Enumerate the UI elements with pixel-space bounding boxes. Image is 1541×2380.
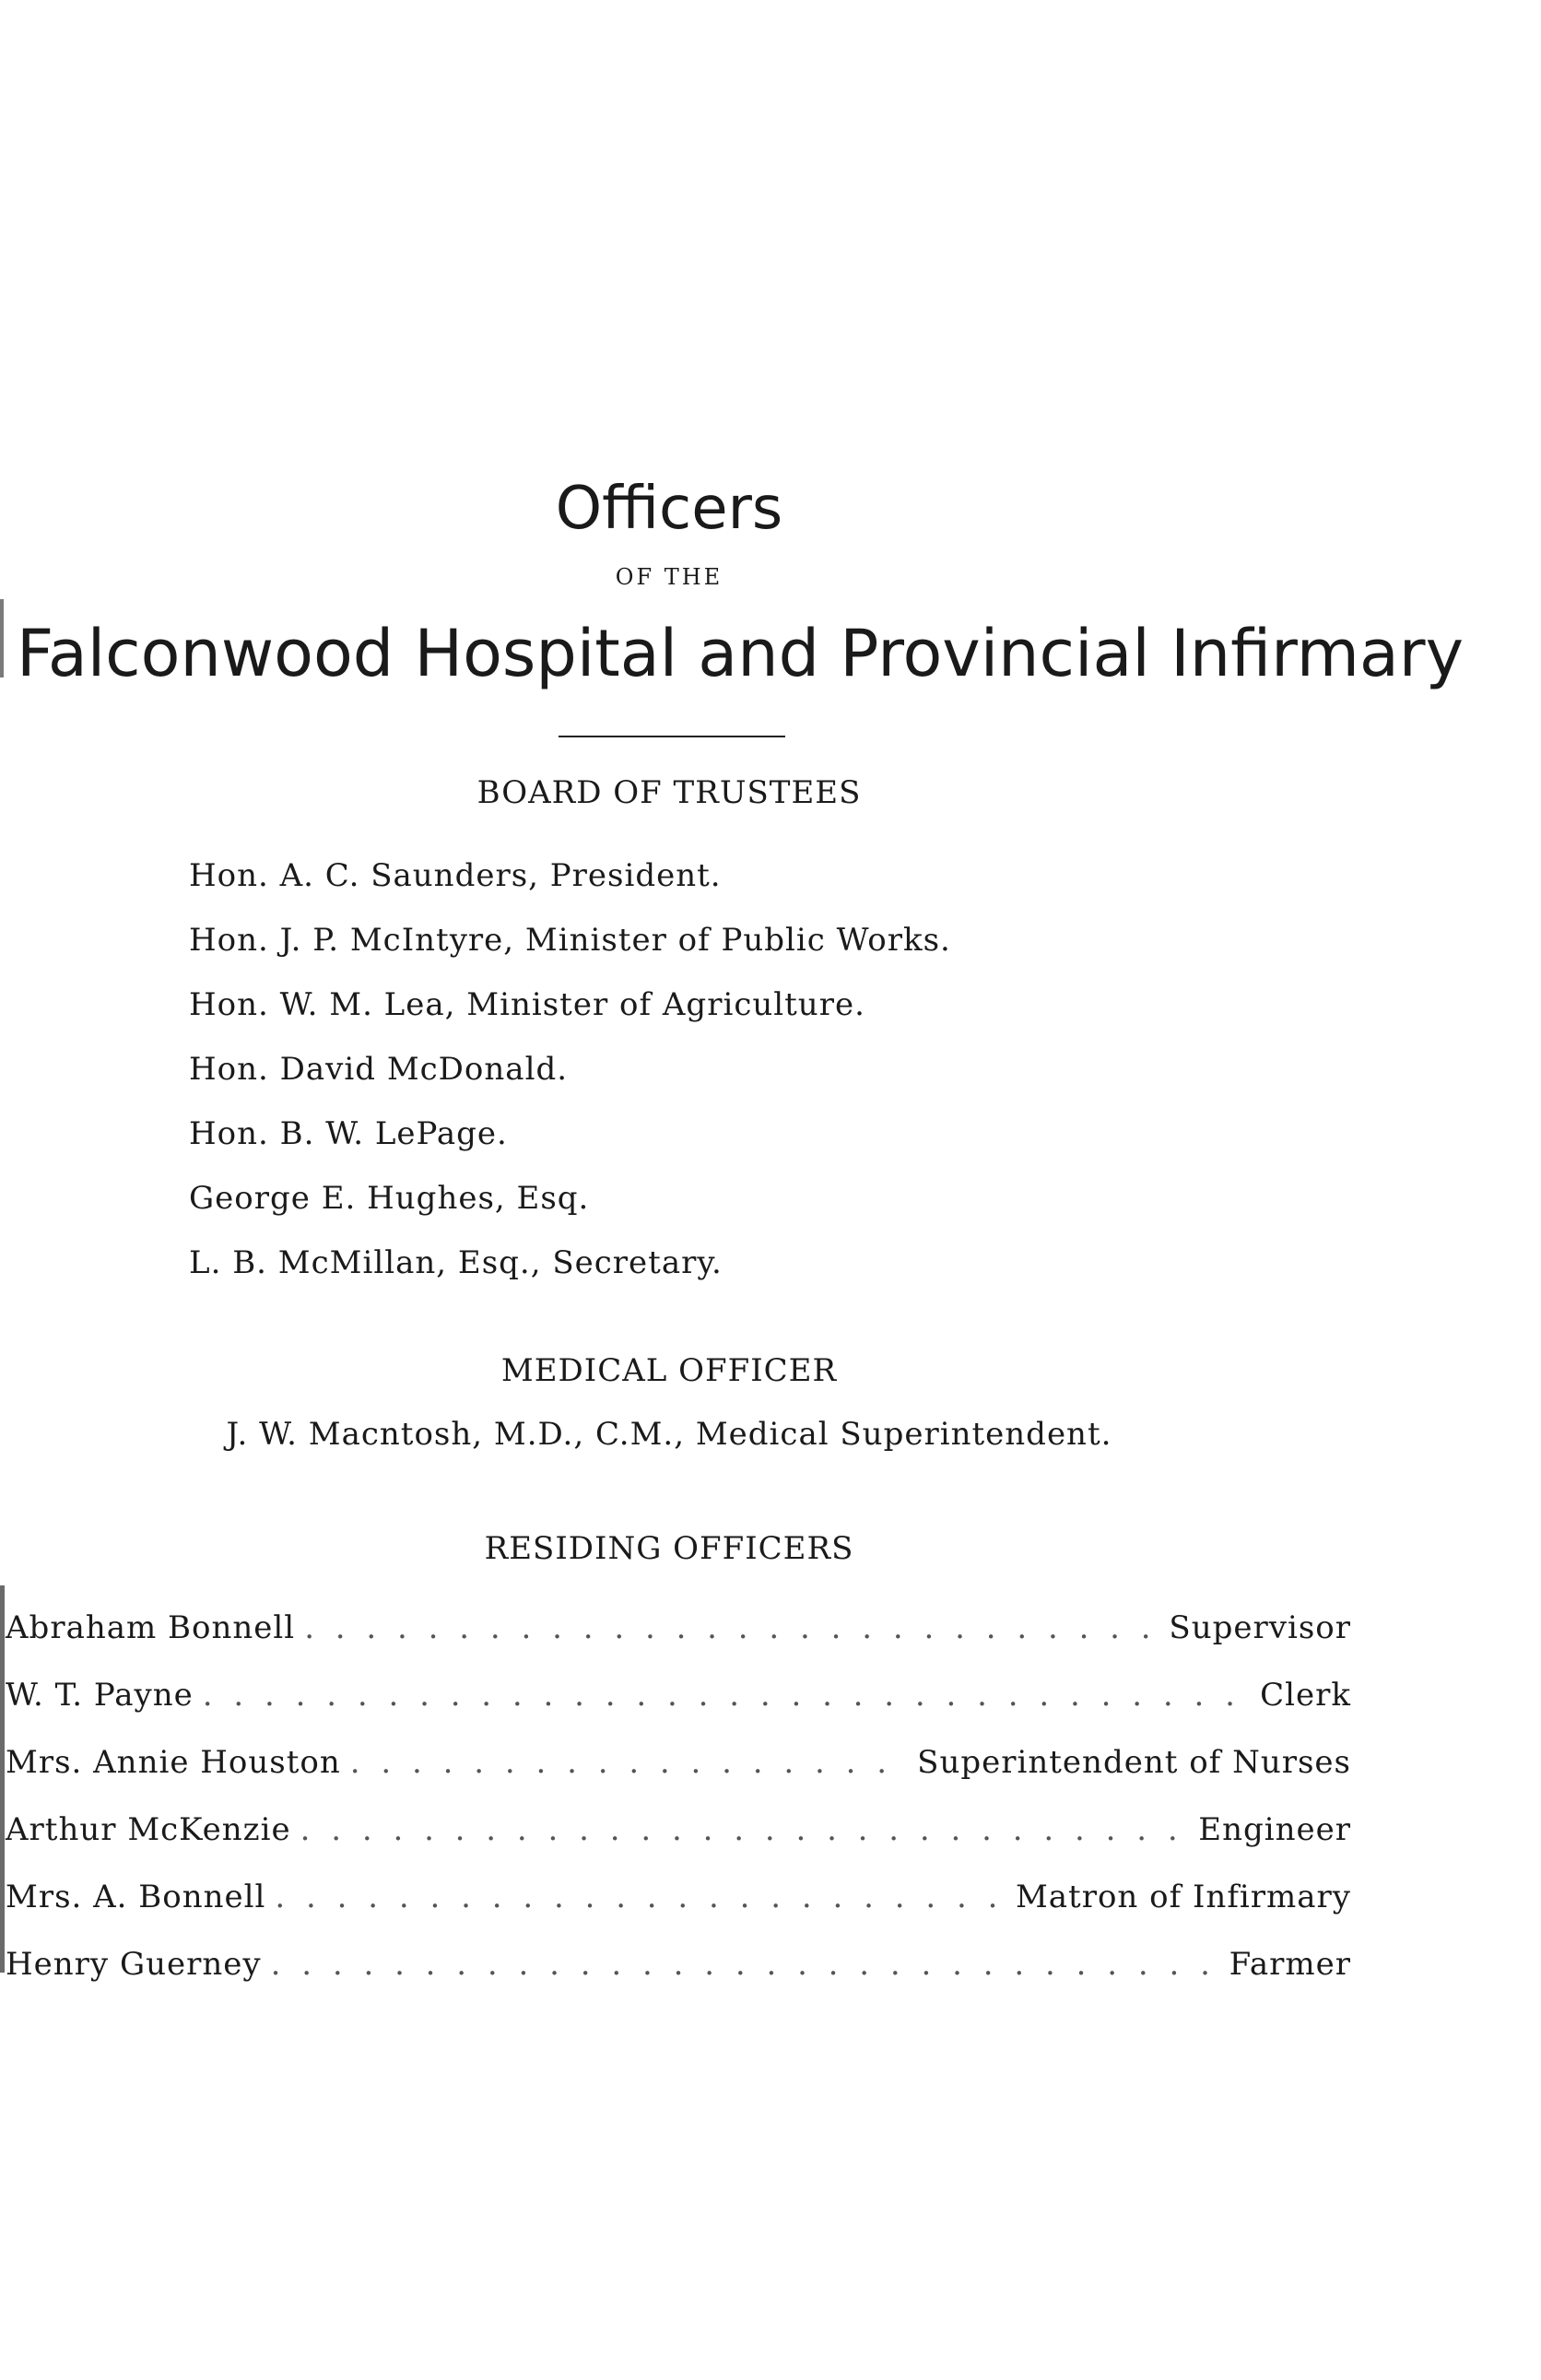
trustee-item: Hon. A. C. Saunders, President. — [189, 857, 722, 894]
trustee-item: George E. Hughes, Esq. — [189, 1180, 590, 1217]
officer-role: Matron of Infirmary — [1015, 1879, 1351, 1915]
officer-role: Supervisor — [1169, 1609, 1351, 1646]
officer-name: Abraham Bonnell — [6, 1609, 296, 1646]
institution-name: Falconwood Hospital and Provincial Infirmary — [17, 616, 1465, 691]
medical-heading: MEDICAL OFFICER — [500, 1352, 838, 1389]
board-heading: BOARD OF TRUSTEES — [476, 774, 862, 811]
dot-leader — [275, 1864, 1006, 1931]
trustee-list — [189, 843, 951, 1295]
officer-role: Farmer — [1229, 1946, 1351, 1983]
officer-name: Mrs. A. Bonnell — [6, 1879, 266, 1915]
officer-name: Arthur McKenzie — [6, 1811, 291, 1848]
dot-leader — [350, 1729, 908, 1797]
residing-heading: RESIDING OFFICERS — [484, 1530, 854, 1567]
trustee-item: Hon. W. M. Lea, Minister of Agriculture. — [189, 986, 865, 1023]
dot-leader — [300, 1797, 1190, 1864]
officer-row — [6, 1864, 1351, 1931]
officer-name: Mrs. Annie Houston — [6, 1744, 341, 1781]
page-subtitle: OF THE — [615, 564, 723, 590]
residing-officer-list — [6, 1595, 1351, 1998]
dot-leader — [271, 1931, 1220, 1998]
page-title: Officers — [555, 475, 783, 543]
officer-role: Engineer — [1198, 1811, 1351, 1848]
officer-row — [6, 1797, 1351, 1864]
officer-role: Clerk — [1260, 1677, 1351, 1714]
dot-leader — [203, 1662, 1251, 1729]
trustee-item: L. B. McMillan, Esq., Secretary. — [189, 1244, 723, 1281]
page-edge-mark — [0, 599, 4, 677]
officer-name: Henry Guerney — [6, 1946, 262, 1983]
officer-role: Superintendent of Nurses — [917, 1744, 1351, 1781]
officer-row — [6, 1729, 1351, 1797]
officer-row — [6, 1595, 1351, 1662]
trustee-item: Hon. B. W. LePage. — [189, 1115, 508, 1152]
trustee-item: Hon. J. P. McIntyre, Minister of Public Works. — [189, 922, 951, 959]
medical-officer: J. W. Macntosh, M.D., C.M., Medical Superintendent. — [226, 1416, 1112, 1453]
officer-name: W. T. Payne — [6, 1677, 194, 1714]
officer-row — [6, 1931, 1351, 1998]
dot-leader — [304, 1595, 1159, 1662]
divider-rule — [559, 736, 785, 737]
page-edge-mark — [0, 1585, 5, 1973]
officer-row — [6, 1662, 1351, 1729]
trustee-item: Hon. David McDonald. — [189, 1051, 569, 1088]
